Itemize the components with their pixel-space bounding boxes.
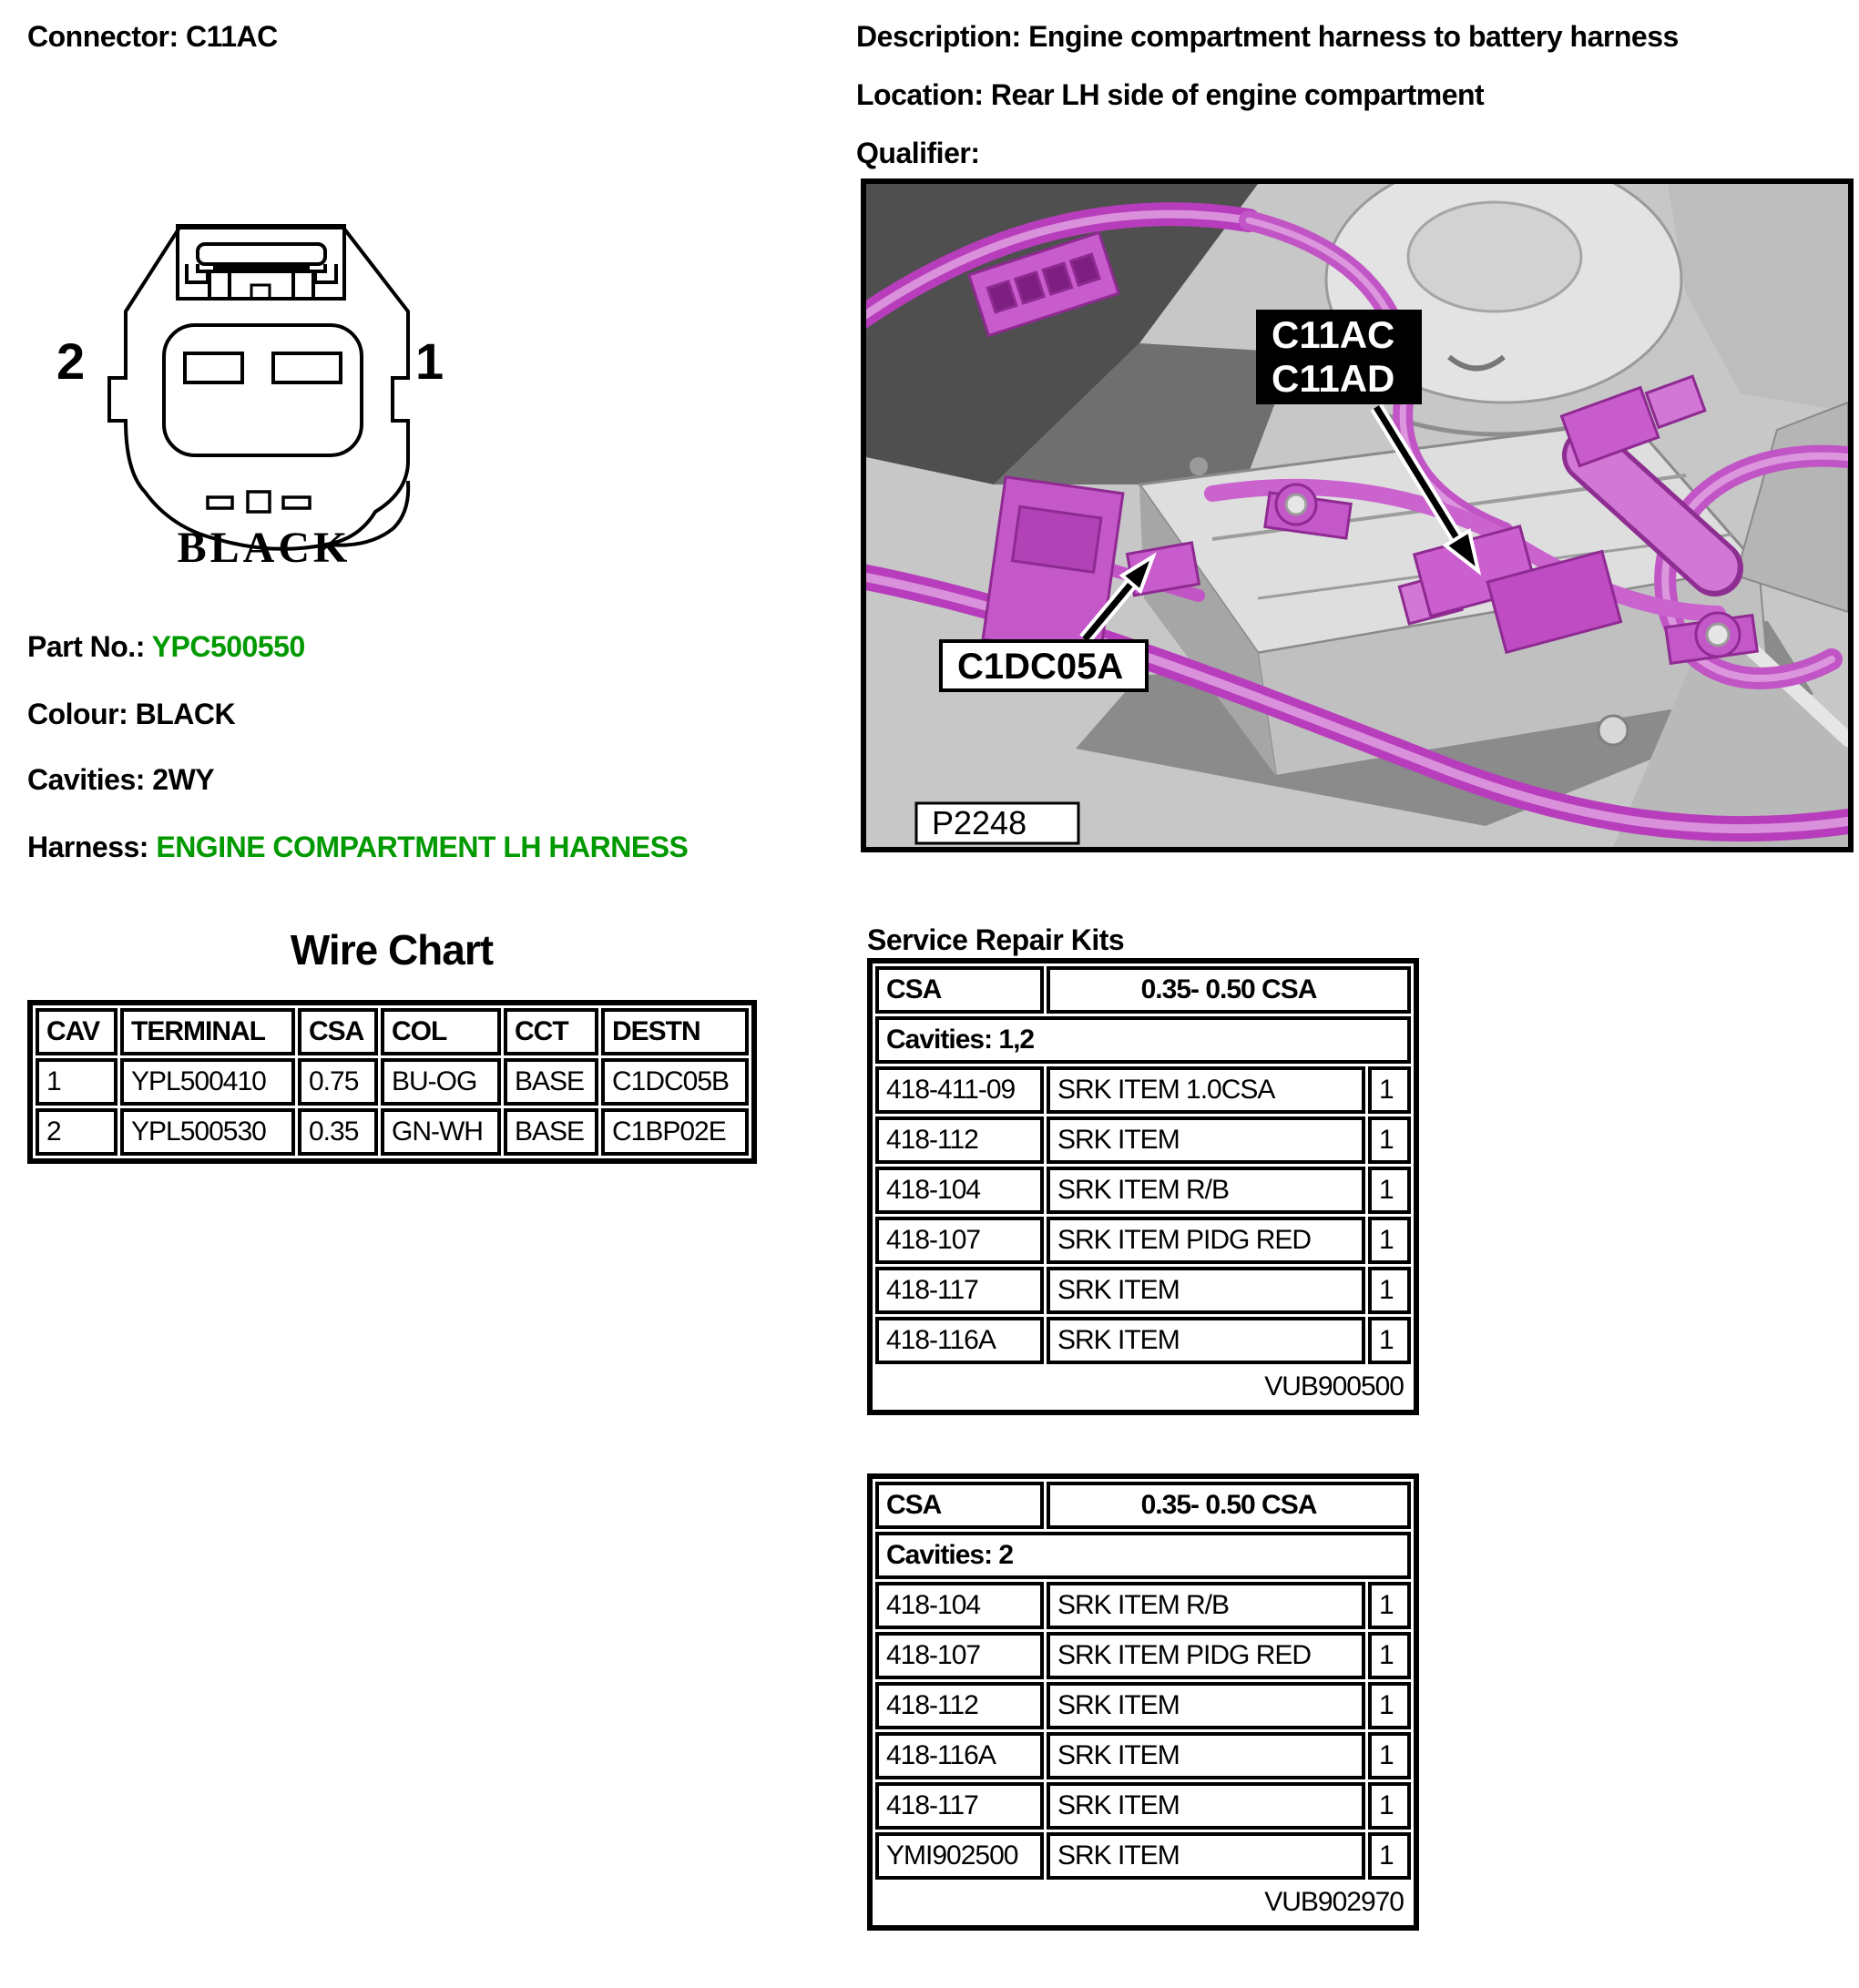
figure-number-tag	[916, 803, 1078, 843]
srk-qty: 1	[1368, 1682, 1411, 1729]
srk-row	[875, 1167, 1411, 1214]
srk-desc: SRK ITEM	[1047, 1116, 1365, 1164]
srk-qty: 1	[1368, 1582, 1411, 1629]
wire-chart-header: CSA	[298, 1008, 378, 1055]
srk-csa-header-row	[875, 966, 1411, 1014]
cavity-number-1: 1	[415, 332, 444, 390]
callout-label-c1dc05a	[941, 641, 1147, 690]
wire-chart-header: CCT	[504, 1008, 598, 1055]
harness-label: Harness:	[27, 831, 148, 863]
colour-value: BLACK	[135, 698, 236, 730]
srk-cavities: Cavities: 1,2	[875, 1016, 1411, 1064]
srk-csa-header-row	[875, 1482, 1411, 1529]
srk-row	[875, 1632, 1411, 1679]
srk-row	[875, 1116, 1411, 1164]
wire-cell-csa: 0.75	[298, 1058, 378, 1106]
connector-title: Connector: C11AC	[27, 20, 278, 53]
srk-part: 418-411-09	[875, 1066, 1044, 1114]
wire-chart-header: DESTN	[601, 1008, 749, 1055]
srk-qty: 1	[1368, 1217, 1411, 1264]
callout-label-c11ac	[1256, 310, 1422, 404]
figure-number-text: P2248	[932, 804, 1027, 841]
srk-heading: Service Repair Kits	[867, 923, 1125, 956]
wire-cell-cav: 2	[36, 1108, 117, 1156]
srk-part: 418-116A	[875, 1317, 1044, 1364]
wire-chart-header: TERMINAL	[120, 1008, 295, 1055]
srk-qty: 1	[1368, 1116, 1411, 1164]
srk-part: 418-107	[875, 1632, 1044, 1679]
wire-chart-row	[36, 1058, 749, 1106]
srk-part: 418-112	[875, 1116, 1044, 1164]
srk-kit-number: VUB902970	[875, 1882, 1411, 1922]
srk-desc: SRK ITEM	[1047, 1682, 1365, 1729]
qualifier-line	[856, 137, 979, 170]
location-photo	[861, 178, 1854, 852]
srk-table-2	[867, 1473, 1419, 1931]
cavity-number-2: 2	[56, 332, 86, 390]
srk-desc: SRK ITEM	[1047, 1317, 1365, 1364]
srk-csa-label: CSA	[875, 966, 1044, 1014]
srk-part: 418-104	[875, 1582, 1044, 1629]
part-no-line	[27, 630, 305, 664]
location-line	[856, 78, 1484, 112]
srk-qty: 1	[1368, 1066, 1411, 1114]
wire-cell-terminal: YPL500410	[120, 1058, 295, 1106]
srk-qty: 1	[1368, 1317, 1411, 1364]
callout-c1dc05a-text: C1DC05A	[957, 647, 1124, 687]
srk-row	[875, 1832, 1411, 1880]
srk-cavities: Cavities: 2	[875, 1532, 1411, 1579]
srk-desc: SRK ITEM	[1047, 1782, 1365, 1830]
wire-cell-terminal: YPL500530	[120, 1108, 295, 1156]
srk-qty: 1	[1368, 1832, 1411, 1880]
description-label: Description:	[856, 20, 1021, 53]
srk-qty: 1	[1368, 1267, 1411, 1314]
callout-c11ad-text: C11AD	[1272, 357, 1395, 400]
wire-chart-table	[27, 1000, 757, 1164]
srk-desc: SRK ITEM	[1047, 1267, 1365, 1314]
cavities-line	[27, 763, 214, 797]
description-line	[856, 20, 1679, 54]
wire-chart-header: CAV	[36, 1008, 117, 1055]
srk-row	[875, 1217, 1411, 1264]
wire-chart-title: Wire Chart	[290, 926, 494, 974]
qualifier-label: Qualifier:	[856, 137, 980, 169]
wire-cell-csa: 0.35	[298, 1108, 378, 1156]
srk-part: 418-117	[875, 1782, 1044, 1830]
colour-line	[27, 698, 235, 731]
srk-row	[875, 1317, 1411, 1364]
wire-cell-cct: BASE	[504, 1058, 598, 1106]
connector-colour-caption: BLACK	[177, 524, 352, 572]
srk-csa-range: 0.35- 0.50 CSA	[1047, 966, 1411, 1014]
part-no-label: Part No.:	[27, 630, 145, 663]
srk-part: 418-112	[875, 1682, 1044, 1729]
srk-kit-number-row	[875, 1882, 1411, 1922]
srk-csa-label: CSA	[875, 1482, 1044, 1529]
srk-qty: 1	[1368, 1632, 1411, 1679]
location-value: Rear LH side of engine compartment	[990, 78, 1485, 111]
wire-chart-row	[36, 1108, 749, 1156]
srk-csa-range: 0.35- 0.50 CSA	[1047, 1482, 1411, 1529]
srk-row	[875, 1682, 1411, 1729]
srk-part: YMI902500	[875, 1832, 1044, 1880]
wire-chart-header-row	[36, 1008, 749, 1055]
harness-line	[27, 831, 688, 864]
wire-cell-destn: C1BP02E	[601, 1108, 749, 1156]
wire-cell-destn: C1DC05B	[601, 1058, 749, 1106]
wire-cell-cct: BASE	[504, 1108, 598, 1156]
srk-cavities-row	[875, 1532, 1411, 1579]
wire-cell-col: BU-OG	[381, 1058, 501, 1106]
srk-qty: 1	[1368, 1782, 1411, 1830]
srk-row	[875, 1267, 1411, 1314]
wire-cell-cav: 1	[36, 1058, 117, 1106]
srk-row	[875, 1732, 1411, 1779]
srk-qty: 1	[1368, 1732, 1411, 1779]
srk-desc: SRK ITEM	[1047, 1732, 1365, 1779]
srk-part: 418-104	[875, 1167, 1044, 1214]
srk-row	[875, 1782, 1411, 1830]
srk-kit-number: VUB900500	[875, 1367, 1411, 1407]
callout-c11ac-text: C11AC	[1272, 313, 1395, 356]
cavities-value: 2WY	[152, 763, 215, 796]
engine-bay-illustration	[866, 184, 1848, 847]
colour-label: Colour:	[27, 698, 128, 730]
srk-desc: SRK ITEM 1.0CSA	[1047, 1066, 1365, 1114]
srk-table-1	[867, 958, 1419, 1415]
srk-part: 418-117	[875, 1267, 1044, 1314]
part-no-value: YPC500550	[151, 630, 305, 663]
srk-cavities-row	[875, 1016, 1411, 1064]
srk-desc: SRK ITEM R/B	[1047, 1582, 1365, 1629]
srk-row	[875, 1582, 1411, 1629]
srk-row	[875, 1066, 1411, 1114]
srk-desc: SRK ITEM PIDG RED	[1047, 1632, 1365, 1679]
srk-desc: SRK ITEM	[1047, 1832, 1365, 1880]
srk-part: 418-116A	[875, 1732, 1044, 1779]
srk-kit-number-row	[875, 1367, 1411, 1407]
cavities-label: Cavities:	[27, 763, 145, 796]
srk-desc: SRK ITEM R/B	[1047, 1167, 1365, 1214]
srk-part: 418-107	[875, 1217, 1044, 1264]
location-label: Location:	[856, 78, 984, 111]
wire-cell-col: GN-WH	[381, 1108, 501, 1156]
harness-value: ENGINE COMPARTMENT LH HARNESS	[156, 831, 689, 863]
description-value: Engine compartment harness to battery harness	[1028, 20, 1679, 53]
wire-chart-header: COL	[381, 1008, 501, 1055]
srk-desc: SRK ITEM PIDG RED	[1047, 1217, 1365, 1264]
srk-qty: 1	[1368, 1167, 1411, 1214]
